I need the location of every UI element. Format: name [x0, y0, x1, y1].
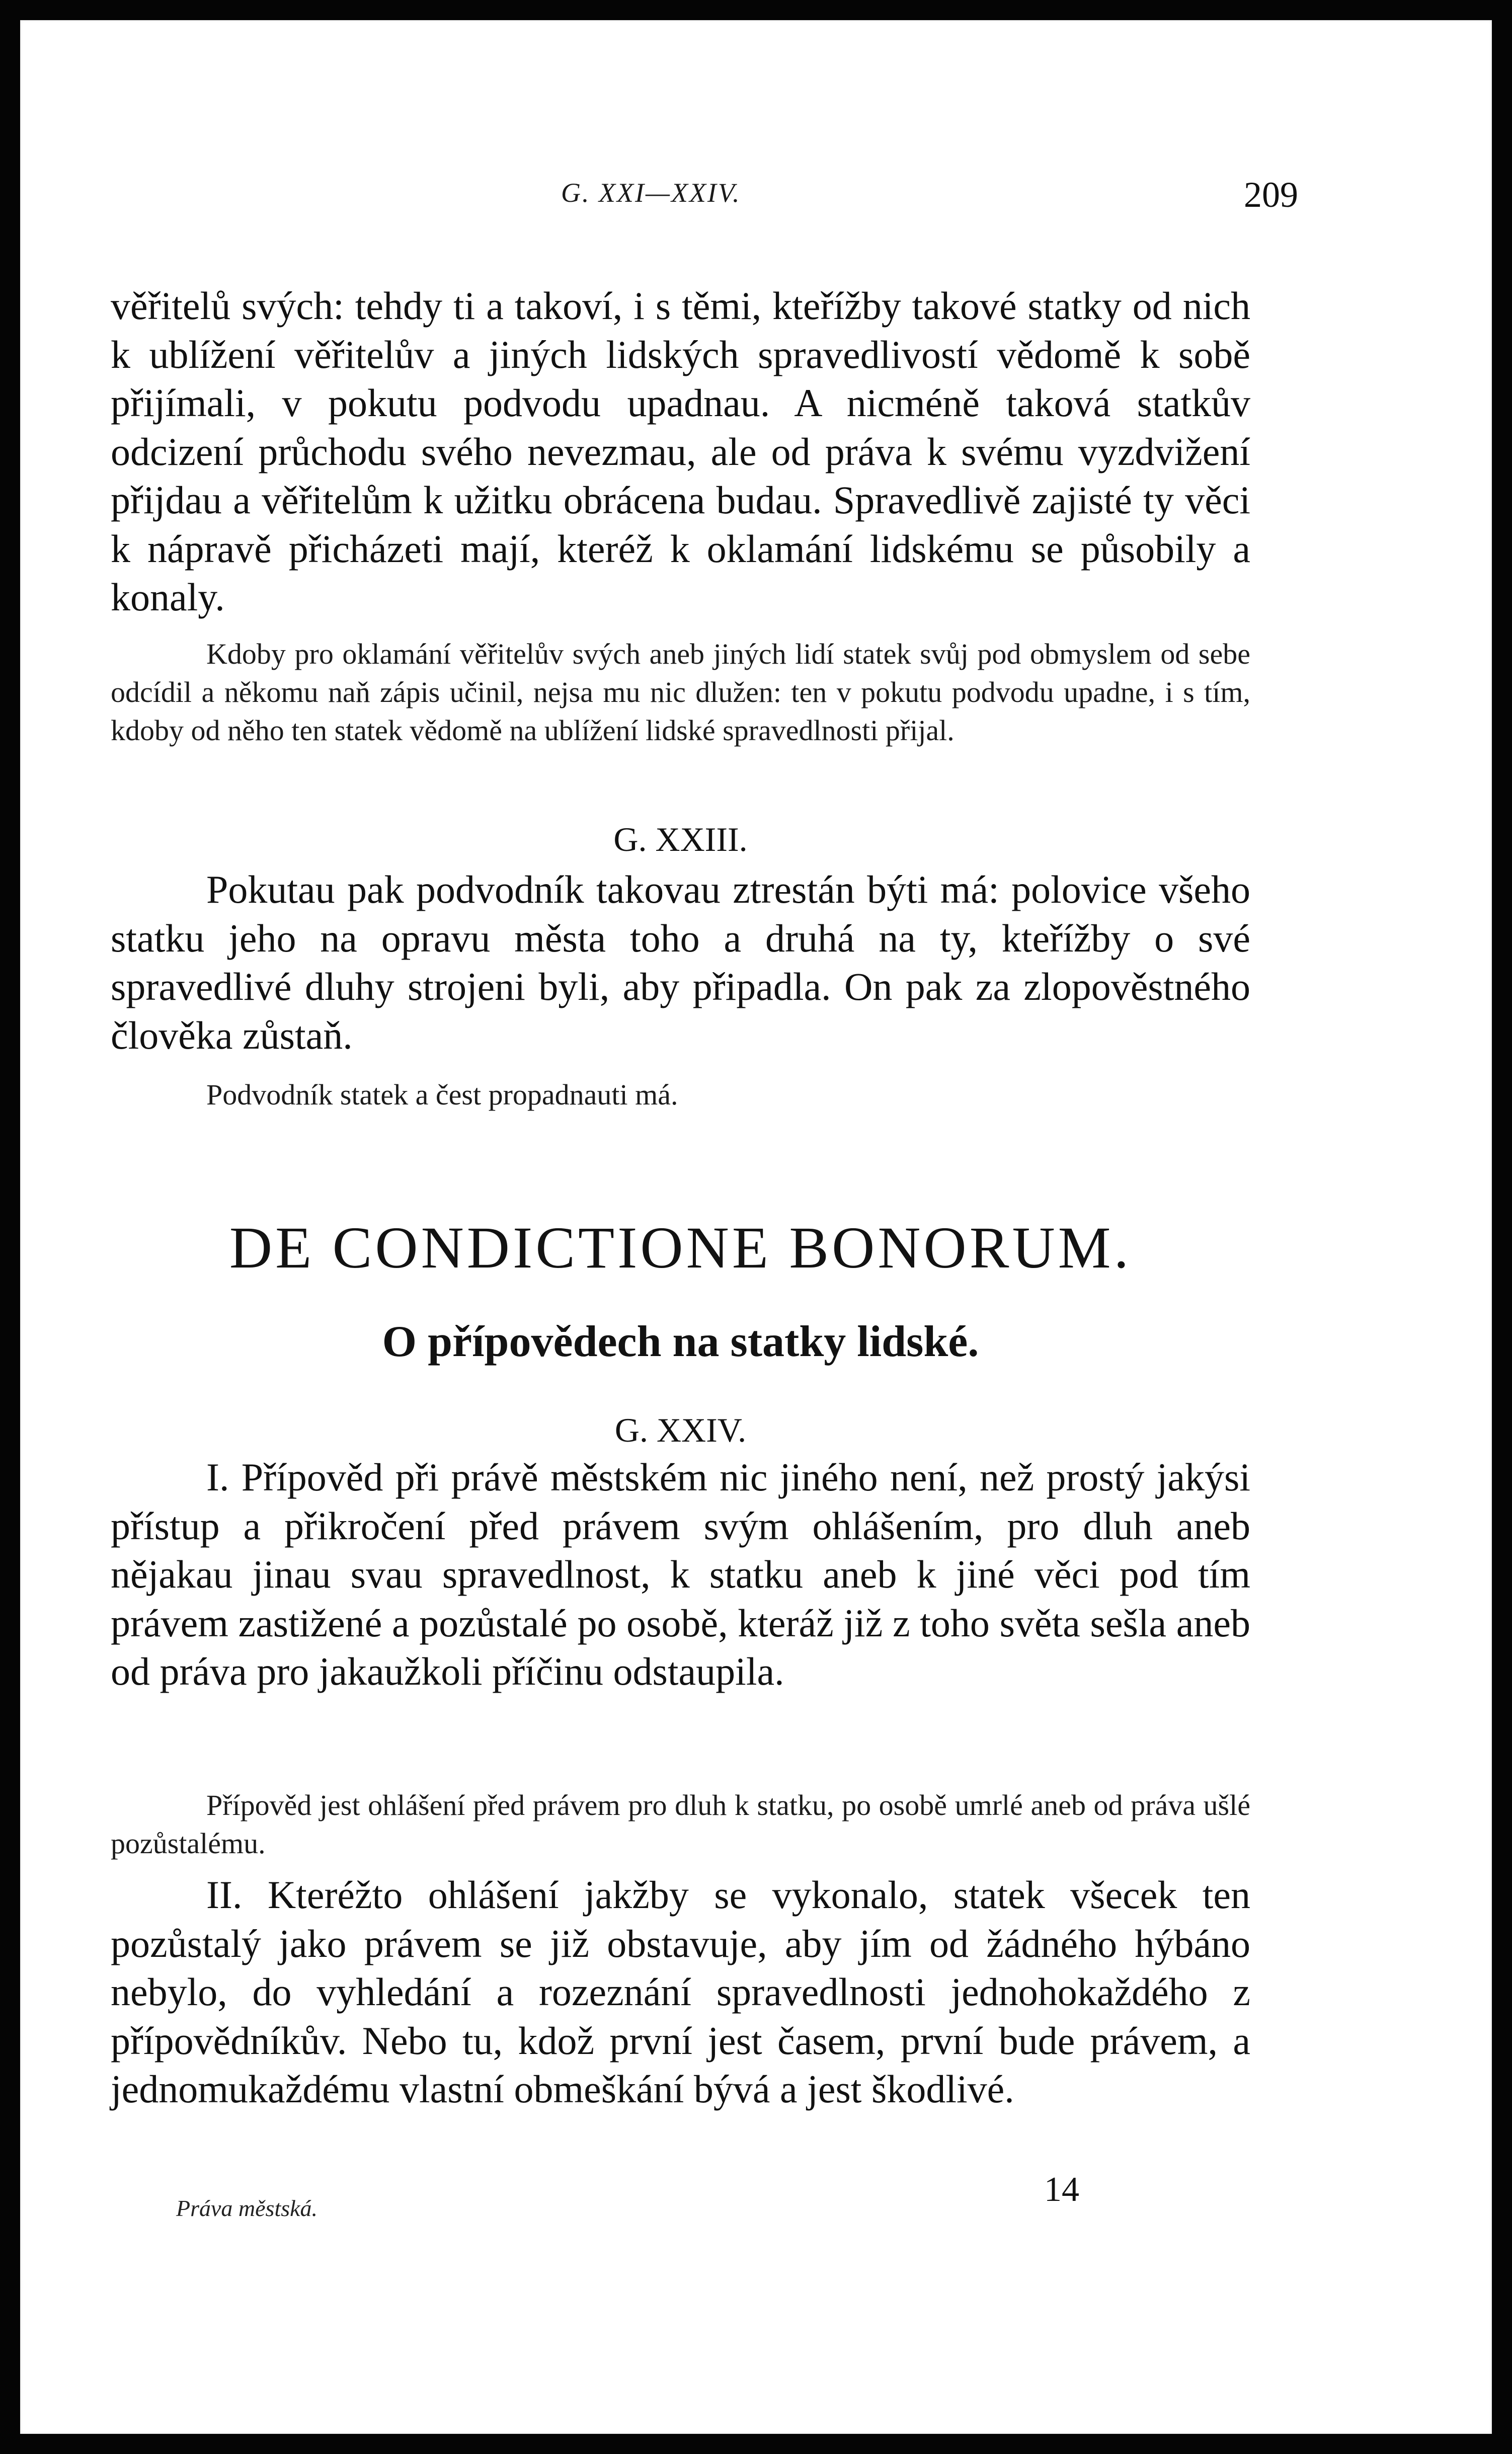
marginal-note-third: Přípověd jest ohlášení před právem pro dluh k statku, po osobě umrlé aneb od práva ušlé pozůstalému.: [111, 1789, 1250, 1860]
paragraph-g-xxiii: Pokutau pak podvodník takovau ztrestán býti má: polovice všeho statku jeho na opravu města toho a druhá na ty, kteřížby o své spravedlivé dluhy strojeni byli, aby připadla. On pak za zlopověstného člověka zůstaň.: [111, 867, 1250, 1057]
paragraph-continuation: věřitelů svých: tehdy ti a takoví, i s těmi, kteřížby takové statky od nich k ublížení věřitelův a jiných lidských spravedlivostí vědomě k sobě přijímali, v pokutu podvodu upadnau. A nicméně taková statkův odcizení průchodu svého nevezmau, ale od práva k svému vyzdvižení přijdau a věřitelům k užitku obrácena budau. Spravedlivě zajisté ty věci k nápravě přicházeti mají, kteréž k oklamání lidskému se působily a konaly.: [111, 284, 1250, 619]
section-label-xxiii: G. XXIII.: [613, 820, 748, 858]
paragraph-g-xxiv-i: I. Přípověd při právě městském nic jiného není, než prostý jakýsi přístup a přikročení před právem svým ohlášením, pro dluh aneb nějakau jinau svau spravedlnost, k statku aneb k jiné věci pod tím právem zastižené a pozůstalé po osobě, kteráž již z toho světa sešla aneb od práva pro jakaužkoli příčinu odstaupila.: [111, 1455, 1250, 1693]
page-number: 209: [1244, 175, 1298, 215]
latin-section-heading: DE CONDICTIONE BONORUM.: [229, 1215, 1132, 1281]
section-label-xxiv: G. XXIV.: [614, 1411, 747, 1449]
footer-title: Práva městská.: [176, 2195, 318, 2221]
paragraph-g-xxiv-ii: II. Kteréžto ohlášení jakžby se vykonalo, statek všecek ten pozůstalý jako právem se již obstavuje, aby jím od žádného hýbáno nebylo, do vyhledání a rozeznání spravedlnosti jednohokaždého z přípovědníkův. Nebo tu, kdož první jest časem, první bude právem, a jednomukaždému vlastní obmeškání bývá a jest škodlivé.: [111, 1873, 1250, 2111]
czech-section-heading: O přípovědech na statky lidské.: [382, 1317, 979, 1366]
footer-signature-number: 14: [1044, 2170, 1079, 2209]
marginal-note-first: Kdoby pro oklamání věřitelův svých aneb jiných lidí statek svůj pod obmyslem od sebe odcídil a někomu naň zápis učinil, nejsa mu nic dlužen: ten v pokutu podvodu upadne, i s tím, kdoby od něho ten statek vědomě na ublížení lidské spravedlnosti přijal.: [111, 638, 1250, 747]
marginal-note-second: Podvodník statek a čest propadnauti má.: [206, 1078, 678, 1111]
running-header-reference: G. XXI—XXIV.: [561, 178, 741, 208]
